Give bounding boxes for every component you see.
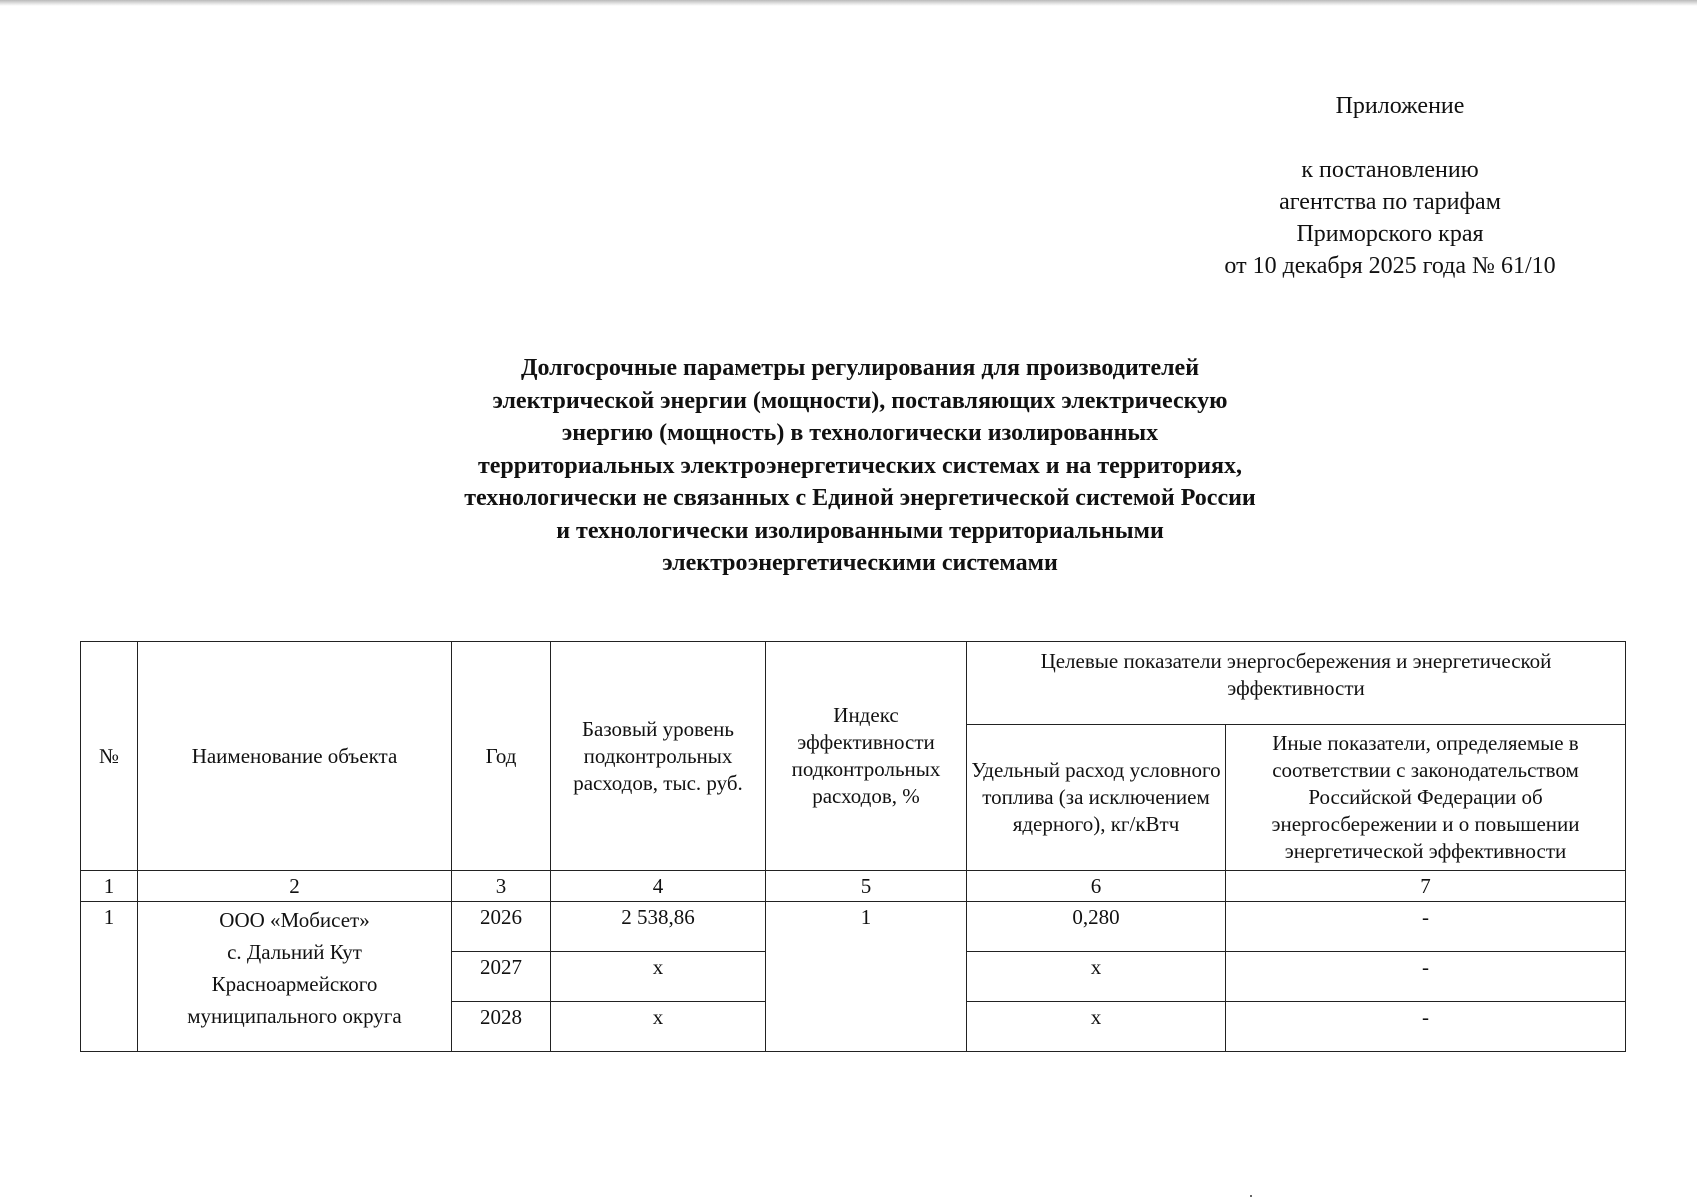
appendix-line: Приморского края xyxy=(1296,221,1484,247)
parameters-table xyxy=(80,641,1626,1052)
title-line: электроэнергетическими системами xyxy=(662,550,1058,576)
object-number: 1 xyxy=(81,902,138,1052)
object-name-line: с. Дальний Кут xyxy=(227,940,362,964)
title-line: электрической энергии (мощности), поставляющих электрическую xyxy=(492,387,1228,414)
base-level-cell: x xyxy=(551,952,766,1002)
base-level-cell: 2 538,86 xyxy=(551,902,766,952)
header-efficiency-index: Индекс эффективности подконтрольных расходов, % xyxy=(766,642,967,871)
base-level-cell: x xyxy=(551,1002,766,1052)
efficiency-index-cell: 1 xyxy=(766,902,967,1052)
title-line: территориальных электроэнергетических системах и на территориях, xyxy=(477,452,1242,479)
appendix-line: к постановлению xyxy=(1301,157,1479,183)
other-indicators-cell: - xyxy=(1226,902,1626,952)
header-year: Год xyxy=(452,642,551,871)
title-line: Долгосрочные параметры регулирования для производителей xyxy=(520,355,1200,381)
column-number-row xyxy=(81,871,1626,902)
year-cell: 2027 xyxy=(452,952,551,1002)
column-number: 3 xyxy=(452,871,551,902)
column-number: 1 xyxy=(81,871,138,902)
object-name-line: ООО «Мобисет» xyxy=(219,908,370,932)
fuel-consumption-cell: 0,280 xyxy=(967,902,1226,952)
title-line: технологически не связанных с Единой энергетической системой России xyxy=(464,485,1256,511)
object-name-line: муниципального округа xyxy=(187,1004,402,1028)
year-cell: 2026 xyxy=(452,902,551,952)
other-indicators-cell: - xyxy=(1226,952,1626,1002)
header-other-indicators: Иные показатели, определяемые в соответствии с законодательством Российской Федерации об энергосбережении и о повышении энергетической эффективности xyxy=(1226,725,1626,871)
fuel-consumption-cell: x xyxy=(967,1002,1226,1052)
title-line: энергию (мощность) в технологически изолированных xyxy=(561,420,1159,446)
header-object-name: Наименование объекта xyxy=(138,642,452,871)
header-num: № xyxy=(81,642,138,871)
object-name-line: Красноармейского xyxy=(211,972,378,996)
column-number: 6 xyxy=(967,871,1226,902)
object-name xyxy=(138,902,452,1052)
fuel-consumption-cell: x xyxy=(967,952,1226,1002)
table-row xyxy=(81,902,1626,952)
appendix-line: от 10 декабря 2025 года № 61/10 xyxy=(1224,253,1556,279)
column-number: 7 xyxy=(1226,871,1626,902)
appendix-line: агентства по тарифам xyxy=(1279,189,1501,215)
year-cell: 2028 xyxy=(452,1002,551,1052)
appendix-block xyxy=(1180,90,1600,282)
other-indicators-cell: - xyxy=(1226,1002,1626,1052)
scan-top-edge xyxy=(0,0,1697,6)
column-number: 2 xyxy=(138,871,452,902)
header-row xyxy=(81,642,1626,725)
document-title xyxy=(360,352,1360,580)
header-fuel-consumption: Удельный расход условного топлива (за исключением ядерного), кг/кВтч xyxy=(967,725,1226,871)
appendix-heading: Приложение xyxy=(1335,93,1465,119)
scan-speck xyxy=(1250,1195,1252,1197)
title-line: и технологически изолированными территориальными xyxy=(556,517,1164,544)
column-number: 5 xyxy=(766,871,967,902)
header-base-level: Базовый уровень подконтрольных расходов, тыс. руб. xyxy=(551,642,766,871)
header-target-indicators: Целевые показатели энергосбережения и энергетической эффективности xyxy=(967,642,1626,725)
column-number: 4 xyxy=(551,871,766,902)
